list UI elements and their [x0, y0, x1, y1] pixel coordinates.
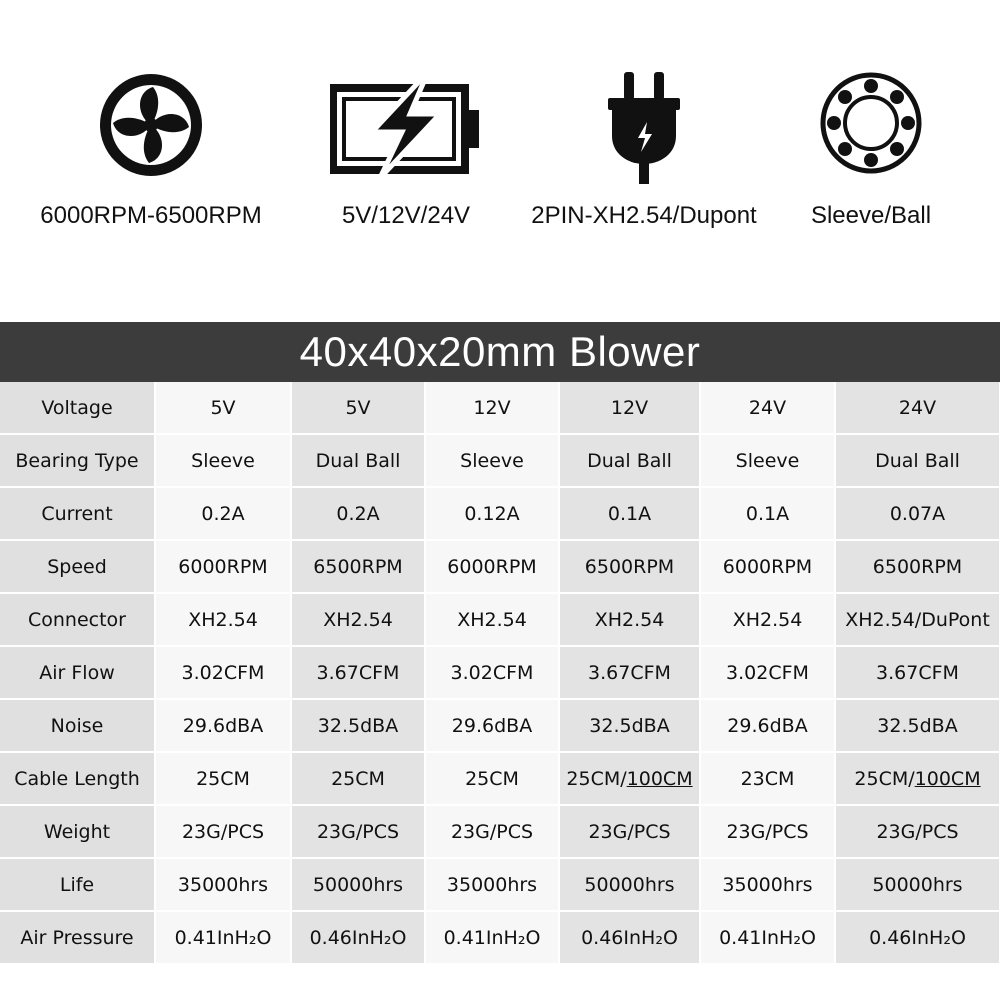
cell-text: 25CM/: [854, 767, 915, 790]
table-cell: [835, 752, 1000, 805]
battery-charge-icon: [330, 70, 482, 180]
feature-voltage: [330, 70, 482, 229]
row-label: Weight: [0, 805, 155, 858]
table-cell: 24V: [835, 382, 1000, 434]
row-label: Air Pressure: [0, 911, 155, 964]
table-cell: Dual Ball: [291, 434, 425, 487]
table-cell: XH2.54: [155, 593, 291, 646]
bearing-icon: [818, 70, 924, 176]
table-cell: 0.46InH₂O: [291, 911, 425, 964]
spec-table: [0, 382, 1000, 965]
feature-connector: [531, 70, 757, 229]
table-cell: Sleeve: [425, 434, 559, 487]
table-cell: 32.5dBA: [835, 699, 1000, 752]
table-cell: 35000hrs: [155, 858, 291, 911]
table-row: [0, 699, 1000, 752]
feature-label-connector: 2PIN-XH2.54/Dupont: [531, 202, 757, 229]
table-cell: 0.46InH₂O: [559, 911, 700, 964]
table-cell: 29.6dBA: [155, 699, 291, 752]
table-cell: Sleeve: [155, 434, 291, 487]
table-cell: 0.1A: [700, 487, 835, 540]
table-cell: 0.41InH₂O: [700, 911, 835, 964]
row-label: Connector: [0, 593, 155, 646]
plug-icon: [598, 70, 690, 190]
table-cell: 23G/PCS: [291, 805, 425, 858]
table-cell: 24V: [700, 382, 835, 434]
table-cell: 0.2A: [291, 487, 425, 540]
table-cell: XH2.54: [291, 593, 425, 646]
table-cell: 0.2A: [155, 487, 291, 540]
table-cell: 0.1A: [559, 487, 700, 540]
cell-text: 25CM/: [566, 767, 627, 790]
table-cell: 23G/PCS: [155, 805, 291, 858]
table-cell: XH2.54: [425, 593, 559, 646]
table-cell: [559, 752, 700, 805]
table-cell: 3.67CFM: [291, 646, 425, 699]
table-cell: 3.67CFM: [559, 646, 700, 699]
table-cell: 3.02CFM: [425, 646, 559, 699]
table-cell: 3.02CFM: [155, 646, 291, 699]
table-cell: 25CM: [425, 752, 559, 805]
table-cell: 6500RPM: [835, 540, 1000, 593]
table-row: [0, 382, 1000, 434]
feature-speed: [40, 70, 262, 229]
table-cell: 6500RPM: [291, 540, 425, 593]
row-label: Voltage: [0, 382, 155, 434]
table-cell: 23G/PCS: [835, 805, 1000, 858]
row-label: Current: [0, 487, 155, 540]
table-cell: 0.07A: [835, 487, 1000, 540]
table-cell: 0.46InH₂O: [835, 911, 1000, 964]
table-cell: 12V: [559, 382, 700, 434]
table-cell: Dual Ball: [835, 434, 1000, 487]
table-cell: 6000RPM: [155, 540, 291, 593]
table-cell: 5V: [155, 382, 291, 434]
row-label: Noise: [0, 699, 155, 752]
table-cell: 25CM: [291, 752, 425, 805]
row-label: Life: [0, 858, 155, 911]
table-cell: 35000hrs: [425, 858, 559, 911]
feature-icons-row: [0, 0, 1000, 300]
table-cell: XH2.54: [559, 593, 700, 646]
table-cell: 3.67CFM: [835, 646, 1000, 699]
table-cell: 50000hrs: [291, 858, 425, 911]
table-cell: 0.41InH₂O: [155, 911, 291, 964]
row-label: Air Flow: [0, 646, 155, 699]
table-cell: 23G/PCS: [559, 805, 700, 858]
row-label: Speed: [0, 540, 155, 593]
table-row: [0, 805, 1000, 858]
feature-bearing: [810, 70, 932, 229]
cell-text-underlined: 100CM: [626, 767, 693, 790]
table-cell: 35000hrs: [700, 858, 835, 911]
table-cell: 5V: [291, 382, 425, 434]
table-cell: XH2.54/DuPont: [835, 593, 1000, 646]
table-title: 40x40x20mm Blower: [0, 322, 1000, 382]
table-cell: XH2.54: [700, 593, 835, 646]
table-cell: 0.41InH₂O: [425, 911, 559, 964]
table-row: [0, 752, 1000, 805]
table-cell: 29.6dBA: [425, 699, 559, 752]
table-cell: 50000hrs: [559, 858, 700, 911]
table-row: [0, 911, 1000, 964]
fan-icon: [96, 70, 206, 180]
table-cell: 29.6dBA: [700, 699, 835, 752]
table-cell: Sleeve: [700, 434, 835, 487]
feature-label-voltage: 5V/12V/24V: [341, 202, 471, 229]
table-cell: 23G/PCS: [700, 805, 835, 858]
table-cell: 23G/PCS: [425, 805, 559, 858]
table-row: [0, 487, 1000, 540]
cell-text-underlined: 100CM: [914, 767, 981, 790]
table-row: [0, 540, 1000, 593]
table-cell: 12V: [425, 382, 559, 434]
table-cell: 6500RPM: [559, 540, 700, 593]
table-row: [0, 593, 1000, 646]
table-cell: Dual Ball: [559, 434, 700, 487]
table-row: [0, 434, 1000, 487]
table-cell: 23CM: [700, 752, 835, 805]
table-row: [0, 858, 1000, 911]
table-cell: 0.12A: [425, 487, 559, 540]
table-cell: 3.02CFM: [700, 646, 835, 699]
feature-label-speed: 6000RPM-6500RPM: [40, 202, 262, 229]
table-cell: 32.5dBA: [559, 699, 700, 752]
table-cell: 32.5dBA: [291, 699, 425, 752]
row-label: Bearing Type: [0, 434, 155, 487]
table-cell: 6000RPM: [700, 540, 835, 593]
table-row: [0, 646, 1000, 699]
table-cell: 25CM: [155, 752, 291, 805]
table-cell: 6000RPM: [425, 540, 559, 593]
table-cell: 50000hrs: [835, 858, 1000, 911]
feature-label-bearing: Sleeve/Ball: [810, 202, 932, 229]
row-label: Cable Length: [0, 752, 155, 805]
